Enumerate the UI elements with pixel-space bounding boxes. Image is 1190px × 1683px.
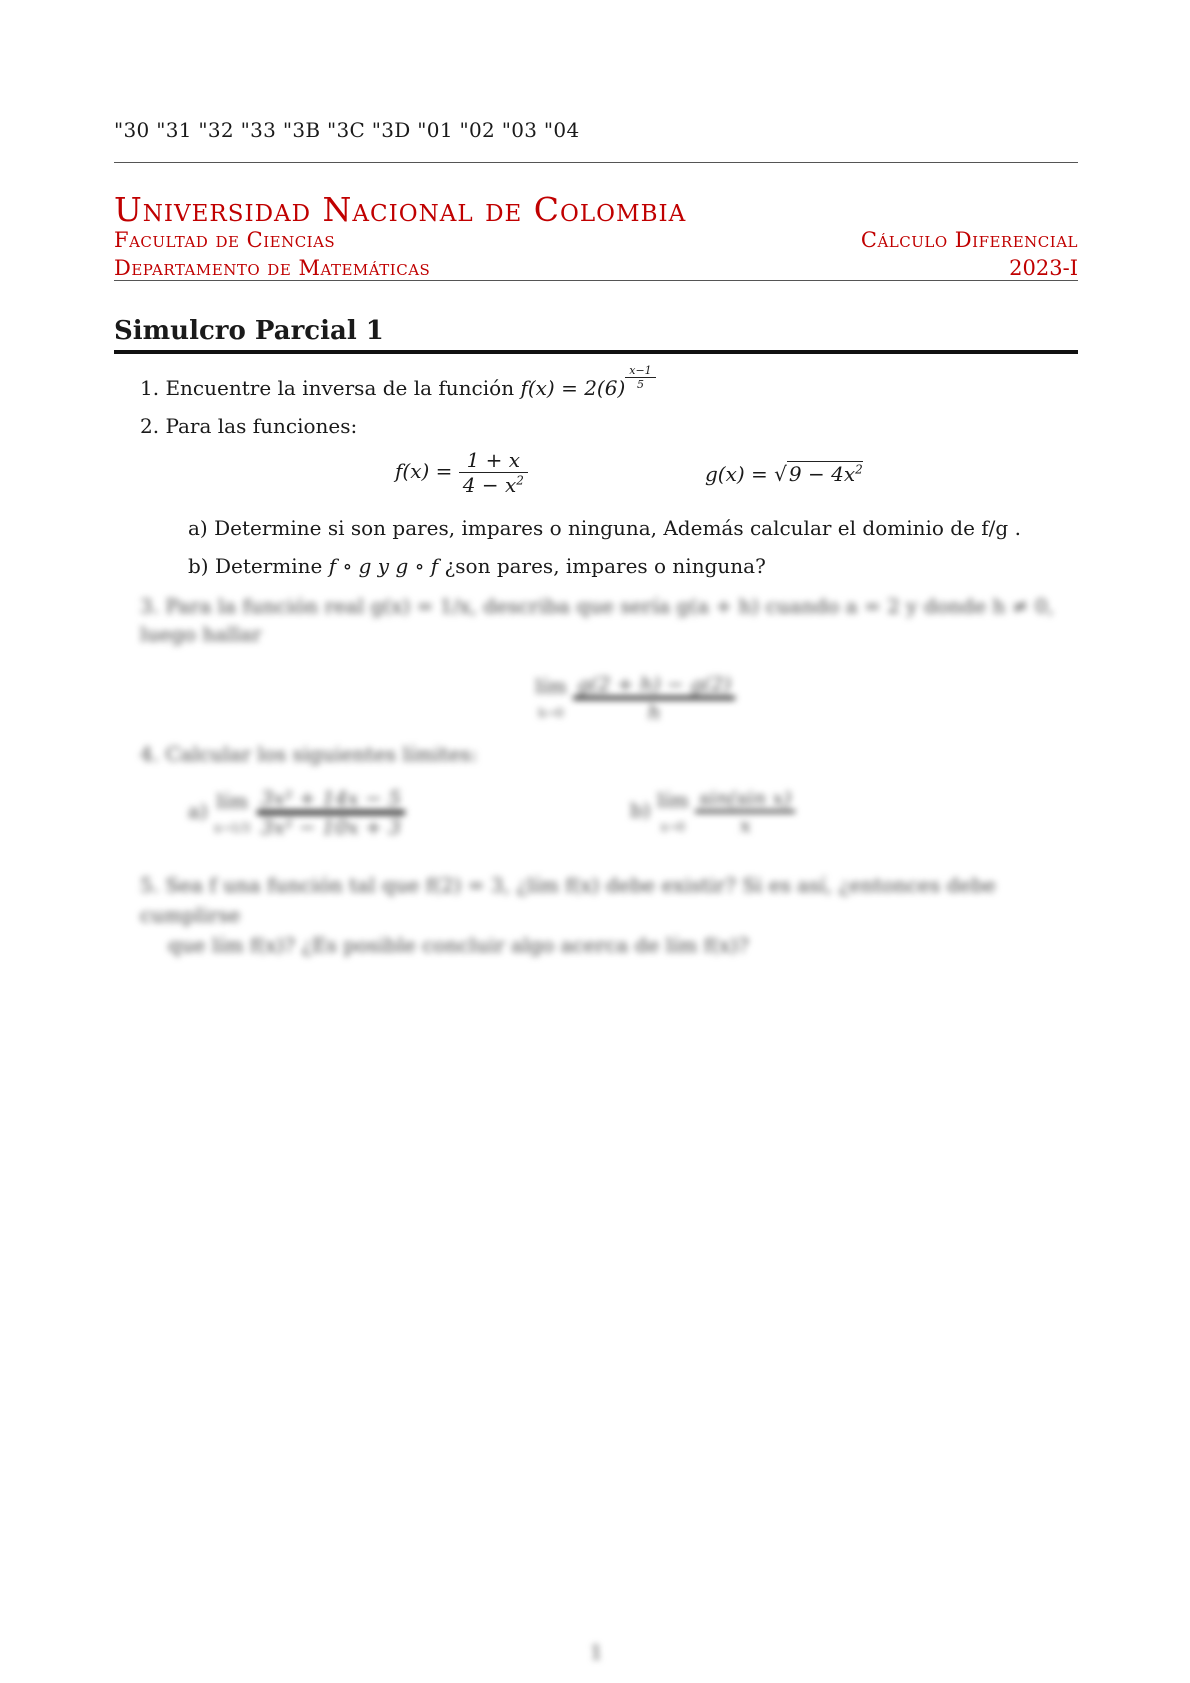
exponent-denominator: 5	[625, 377, 655, 391]
problem-4	[140, 742, 477, 766]
problem-number: 4.	[140, 742, 160, 766]
course-name: Cálculo Diferencial	[860, 228, 1078, 252]
problem-2a	[188, 516, 1021, 540]
limit-fraction	[573, 672, 735, 724]
lim-operator: lím x→0	[656, 787, 689, 834]
header-codes: "30 "31 "32 "33 "3B "3C "3D "01 "02 "03 "04	[114, 118, 580, 142]
item-text-end: ¿son pares, impares o ninguna?	[444, 554, 766, 578]
function-g	[705, 462, 863, 486]
problem-4b	[630, 786, 795, 837]
item-label: a)	[188, 799, 208, 823]
g-radicand-base: 9 − 4x	[788, 462, 856, 486]
exponent-fraction	[625, 364, 655, 391]
lim-subscript: x→0	[660, 819, 686, 834]
university-name: Universidad Nacional de Colombia	[114, 190, 687, 229]
lim-subscript: x→1/3	[214, 820, 251, 835]
limit-denominator: x	[695, 810, 795, 837]
limit-fraction	[695, 786, 795, 837]
problem-3-limit	[535, 672, 735, 724]
problem-number: 1.	[140, 376, 160, 400]
f-denominator-base: 4 − x	[462, 473, 517, 497]
department-name: Departamento de Matemáticas	[114, 256, 431, 280]
problem-text-line1: Sea f una función tal que f(2) = 3, ¿lím f(x) debe existir? Si es así, ¿entonces debe cumplirse	[140, 873, 996, 927]
math-expression: f(x) = 2(6)	[520, 376, 626, 400]
sqrt-symbol: √	[774, 462, 787, 486]
lim-operator: lím x→1/3	[214, 788, 251, 835]
f-denominator	[459, 472, 528, 497]
problem-text: Encuentre la inversa de la función	[165, 376, 515, 400]
composition-math: f ∘ g y g ∘ f	[328, 554, 439, 578]
item-label: b)	[188, 554, 209, 578]
item-text: Determine	[214, 554, 323, 578]
problem-2	[140, 414, 357, 438]
g-radicand-exponent: 2	[855, 462, 863, 477]
problem-text: Calcular los siguientes límites:	[165, 742, 478, 766]
f-numerator: 1 + x	[466, 448, 521, 472]
f-denominator-exponent: 2	[516, 473, 524, 488]
g-radicand	[787, 461, 863, 486]
limit-fraction	[257, 786, 405, 839]
limit-numerator: g(2 + h) − g(2)	[577, 672, 732, 696]
problem-2b	[188, 554, 766, 578]
problem-4a	[188, 786, 405, 839]
semester: 2023-I	[1009, 256, 1078, 280]
faculty-name: Facultad de Ciencias	[114, 228, 336, 252]
lim-subscript: h→0	[538, 706, 564, 720]
problem-text: Para las funciones:	[165, 414, 358, 438]
problem-number: 3.	[140, 594, 160, 618]
function-f	[395, 448, 528, 497]
header-rule-bottom	[114, 280, 1078, 281]
problem-3	[140, 592, 1100, 648]
problem-text-line2: que lím f(x)? ¿Es posible concluir algo acerca de lím f(x)?	[168, 933, 749, 957]
problem-5	[140, 870, 1100, 960]
problem-number: 5.	[140, 873, 160, 897]
lim-operator: lím h→0	[535, 674, 567, 720]
page-number: 1	[590, 1640, 603, 1664]
limit-numerator: 3x² + 14x − 5	[260, 786, 402, 810]
title-rule	[114, 350, 1078, 354]
problem-1	[140, 364, 656, 403]
limit-denominator: h	[573, 696, 735, 724]
item-text: Determine si son pares, impares o ninguna, Además calcular el dominio de f/g .	[214, 516, 1021, 540]
problem-text: Para la función real g(x) = 1/x, describa que sería g(a + h) cuando a = 2 y donde h ≠ 0, luego hallar	[140, 594, 1054, 646]
exponent-numerator: x−1	[629, 364, 652, 377]
item-label: b)	[630, 798, 651, 822]
page-title: Simulcro Parcial 1	[114, 316, 384, 346]
g-lhs: g(x) =	[705, 462, 768, 486]
f-lhs: f(x) =	[395, 459, 453, 483]
limit-numerator: sin(sin x)	[699, 786, 792, 810]
limit-denominator: 3x² − 10x + 3	[257, 810, 405, 839]
problem-number: 2.	[140, 414, 160, 438]
item-label: a)	[188, 516, 208, 540]
header-rule-top	[114, 162, 1078, 163]
f-fraction	[459, 448, 528, 497]
